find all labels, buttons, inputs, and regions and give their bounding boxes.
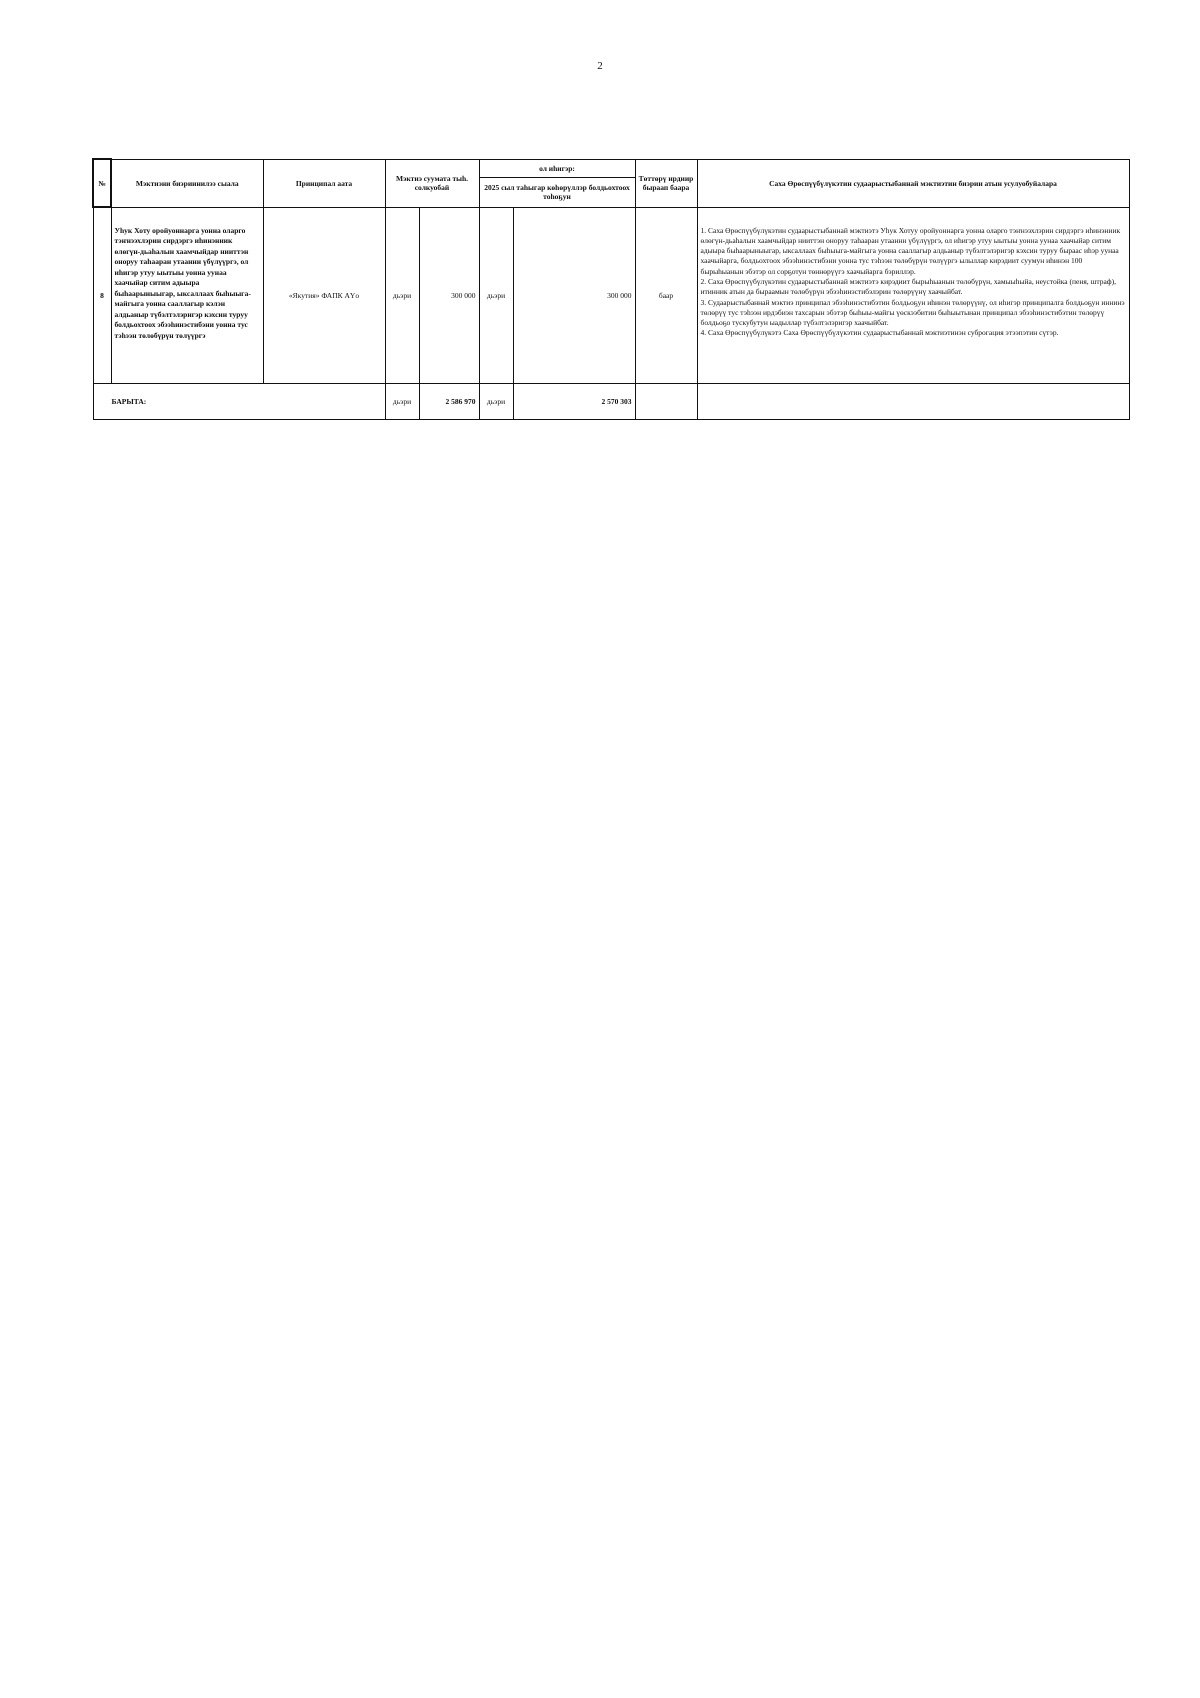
rationale-point-2: 2. Саха Өрөспүүбүлүкэтин судаарыстыбаннай мэктиэтэ кирэдиит бырыһыанын төлөбүрүн, хамыыһыйа, неустойка (пеня, штраф), итинник атын да быраамын төлөбүрүн эбээһинэстибэлэрин төлөрүүнү хаачыйбат. xyxy=(700,276,1117,297)
total-unit-1: дьэри xyxy=(385,383,419,419)
header-including: ол иһигэр: xyxy=(479,159,635,177)
total-recourse-empty xyxy=(635,383,697,419)
rationale-point-1: 1. Саха Өрөспүүбүлүкэтин судаарыстыбаннай мэктиэтэ Уһук Хотуу оройуоннарга уонна оларго тэҥнээхлэрин сирдэргэ иһинэниик өлөгүн-дьаһалын хаамчыйдар нииттэн оноруу таһааран утааннн үбүлүүргэ, ол иһигэр утуу ыытыы уонна уунаа хаачыйар ситим адыыра быһаарыныыгар, ыксаллаах быһыыга-майгыга уонна сааллагыр алдьаныр түбэлтэлэригэр кэхсин туруу быраас иһэр уунаа хаачыйарга, болдьохтоох эбээһинэстибэни уонна тус тэһээн төлөбүрүн төлүүргэ ылыллар кирэдиит суумун иһинэн 100 бырыһыанын эбэтэр ол сорҕотун төннөрүүгэ хаачыйарга бэриллэр. xyxy=(700,225,1121,276)
total-year-debt: 2 570 303 xyxy=(513,383,635,419)
header-principal: Принципал аата xyxy=(263,159,385,207)
total-rationale-empty xyxy=(697,383,1129,419)
header-purpose: Мэктиэни биэриинилээ сыала xyxy=(111,159,263,207)
row-purpose: Уһук Хоту оройуоннарга уонна оларго тэҥнээхлэрин сирдэргэ иһинэниик өлөгүн-дьаһалын хаамчыйдар нииттэн оноруу таһааран утааннн үбүлүүргэ, ол иһигэр утуу ыытыы уонна уунаа хаачыйар ситим адыыра быһаарыныыгар, ыксаллаах быһыыга-майгыга уонна сааллагыр кэлэн алдьаныр түбэлтэлэригэр кэхсин туруу болдьохтоох эбээһинэстибэни уонна тус тэһээн төлөбүрүн төлүүргэ xyxy=(111,207,263,383)
header-year-debt: 2025 сыл таһыгар көһөрүллэр болдьохтоох тоһоҕун xyxy=(479,177,635,207)
row-year-debt: 300 000 xyxy=(513,207,635,383)
row-unit-1: дьэри xyxy=(385,207,419,383)
row-recourse: баар xyxy=(635,207,697,383)
row-num: 8 xyxy=(93,207,111,383)
row-principal: «Якутия» ФАПК АҮо xyxy=(263,207,385,383)
header-amount: Мэктиэ суумата тыһ. солкуобай xyxy=(385,159,479,207)
total-row xyxy=(93,383,1129,419)
row-amount: 300 000 xyxy=(419,207,479,383)
total-label: БАРЫТА: xyxy=(93,383,385,419)
row-unit-2: дьэри xyxy=(479,207,513,383)
total-unit-2: дьэри xyxy=(479,383,513,419)
row-rationale xyxy=(697,207,1129,383)
table-row xyxy=(93,207,1129,383)
header-recourse: Төттөрү ирдиир быраап баара xyxy=(635,159,697,207)
guarantee-table xyxy=(92,158,1130,420)
header-rationale: Саха Өрөспүүбүлүкэтин судаарыстыбаннай мэктиэтин биэрии атын усулуобуйалара xyxy=(697,159,1129,207)
total-amount: 2 586 970 xyxy=(419,383,479,419)
rationale-point-4: 4. Саха Өрөспүүбүлүкэтэ Саха Өрөспүүбүлүкэтин судаарыстыбаннай мэктиэтинэн суброгация этээпэтин сүтэр. xyxy=(700,328,1059,338)
page-number: 2 xyxy=(597,60,603,72)
header-num: № xyxy=(93,159,111,207)
rationale-point-3: 3. Судаарыстыбаннай мэктиэ принципал эбээһинэстибэтин болдьоҕун иһинэн төлөрүүнү, ол иһигэр принципалга болдьоҕун иннинэ төлөрүү тус тэһээн ирдэбиэн тахсарын эбэтэр быһыы-майгы үөскээбитин быһыытынан принципал эбээһинэстибэтин төлөрүү болдьоҕо тускубутун ыадыллар түбэлтэлэригэр хаачыйбат. xyxy=(700,297,1125,328)
